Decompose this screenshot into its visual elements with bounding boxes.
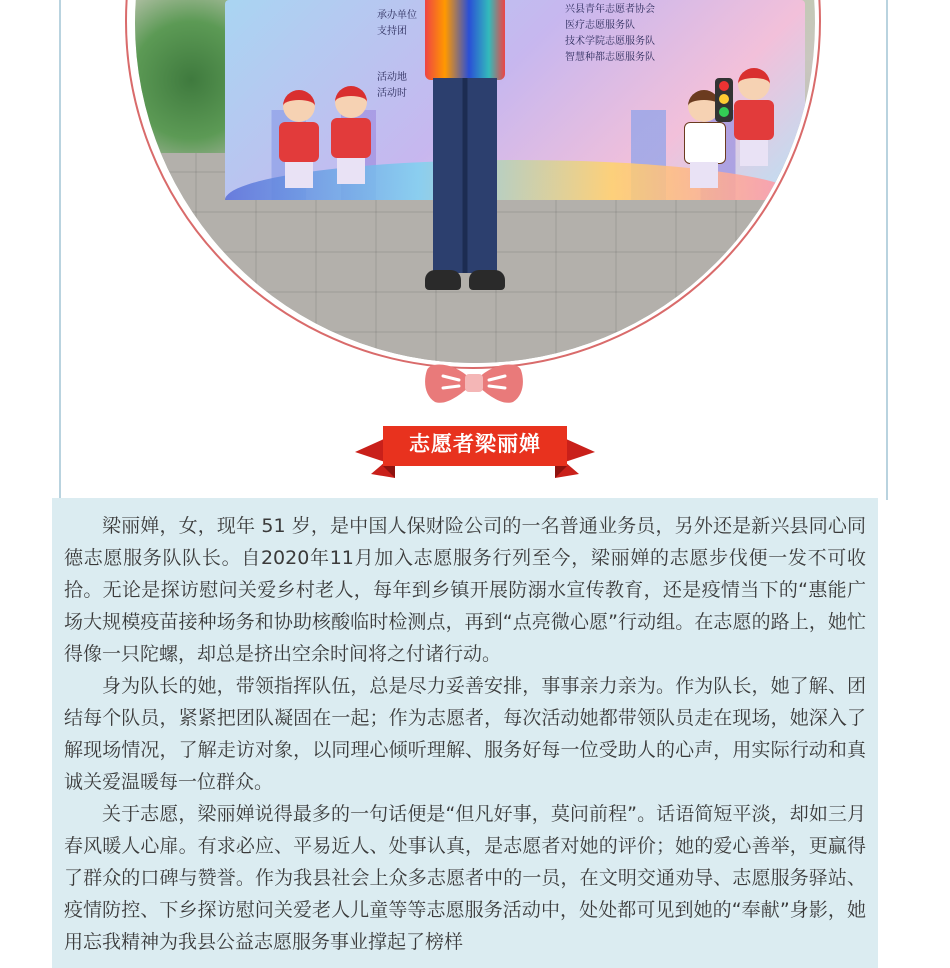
cartoon-volunteer-girl [327, 86, 375, 186]
frame-line-right [886, 0, 888, 500]
colorful-jacket [425, 0, 505, 80]
shoe-left [425, 270, 461, 290]
banner-line: 活动时 [377, 88, 407, 99]
banner-line: 兴县青年志愿者协会 [565, 4, 655, 15]
article-paragraph: 梁丽婵，女，现年 51 岁，是中国人保财险公司的一名普通业务员，另外还是新兴县同心同德志愿服务队队长。自2020年11月加入志愿服务行列至今，梁丽婵的志愿步伐便一发不可收拾。无论是探访慰问关爱乡村老人，每年到乡镇开展防溺水宣传教育，还是疫情当下的“惠能广场大规模疫苗接种场务和协助核酸临时检测点，再到“点亮微心愿”行动组。在志愿的路上，她忙得像一只陀螺，却总是挤出空余时间将之付诸行动。 [64, 515, 866, 665]
banner-line: 医疗志愿服务队 [565, 20, 635, 31]
banner-line: 技术学院志愿服务队 [565, 36, 655, 47]
volunteer-photo [135, 0, 815, 363]
volunteer-name-title: 志愿者梁丽婵 [409, 432, 541, 456]
bow-icon [421, 358, 527, 408]
banner-line: 承办单位 [377, 10, 417, 21]
banner-left-text [377, 8, 417, 102]
cartoon-volunteer-pointing [730, 68, 778, 168]
article-paragraph: 关于志愿，梁丽婵说得最多的一句话便是“但凡好事，莫问前程”。话语简短平淡，却如三月春风暖人心扉。有求必应、平易近人、处事认真，是志愿者对她的评价；她的爱心善举，更赢得了群众的口碑与赞誉。作为我县社会上众多志愿者中的一员，在文明交通劝导、志愿服务驿站、疫情防控、下乡探访慰问关爱老人儿童等等志愿服务活动中，处处都可见到她的“奉献”身影，她用忘我精神为我县公益志愿服务事业撑起了榜样 [64, 803, 866, 953]
banner-line: 智慧种都志愿服务队 [565, 52, 655, 63]
traffic-light-icon [715, 78, 733, 122]
banner-line: 支持团 [377, 26, 407, 37]
shoe-right [469, 270, 505, 290]
article-paragraph: 身为队长的她，带领指挥队伍，总是尽力妥善安排，事事亲力亲为。作为队长，她了解、团结每个队员，紧紧把团队凝固在一起；作为志愿者，每次活动她都带领队员走在现场，她深入了解现场情况，了解走访对象，以同理心倾听理解、服务好每一位受助人的心声，用实际行动和真诚关爱温暖每一位群众。 [64, 675, 866, 793]
article-body [52, 498, 878, 968]
cartoon-volunteer-boy [275, 90, 323, 190]
banner-right-text [565, 0, 655, 66]
banner-line: 活动地 [377, 72, 407, 83]
frame-line-left [59, 0, 61, 500]
jeans [433, 78, 497, 273]
volunteer-person [425, 0, 505, 310]
